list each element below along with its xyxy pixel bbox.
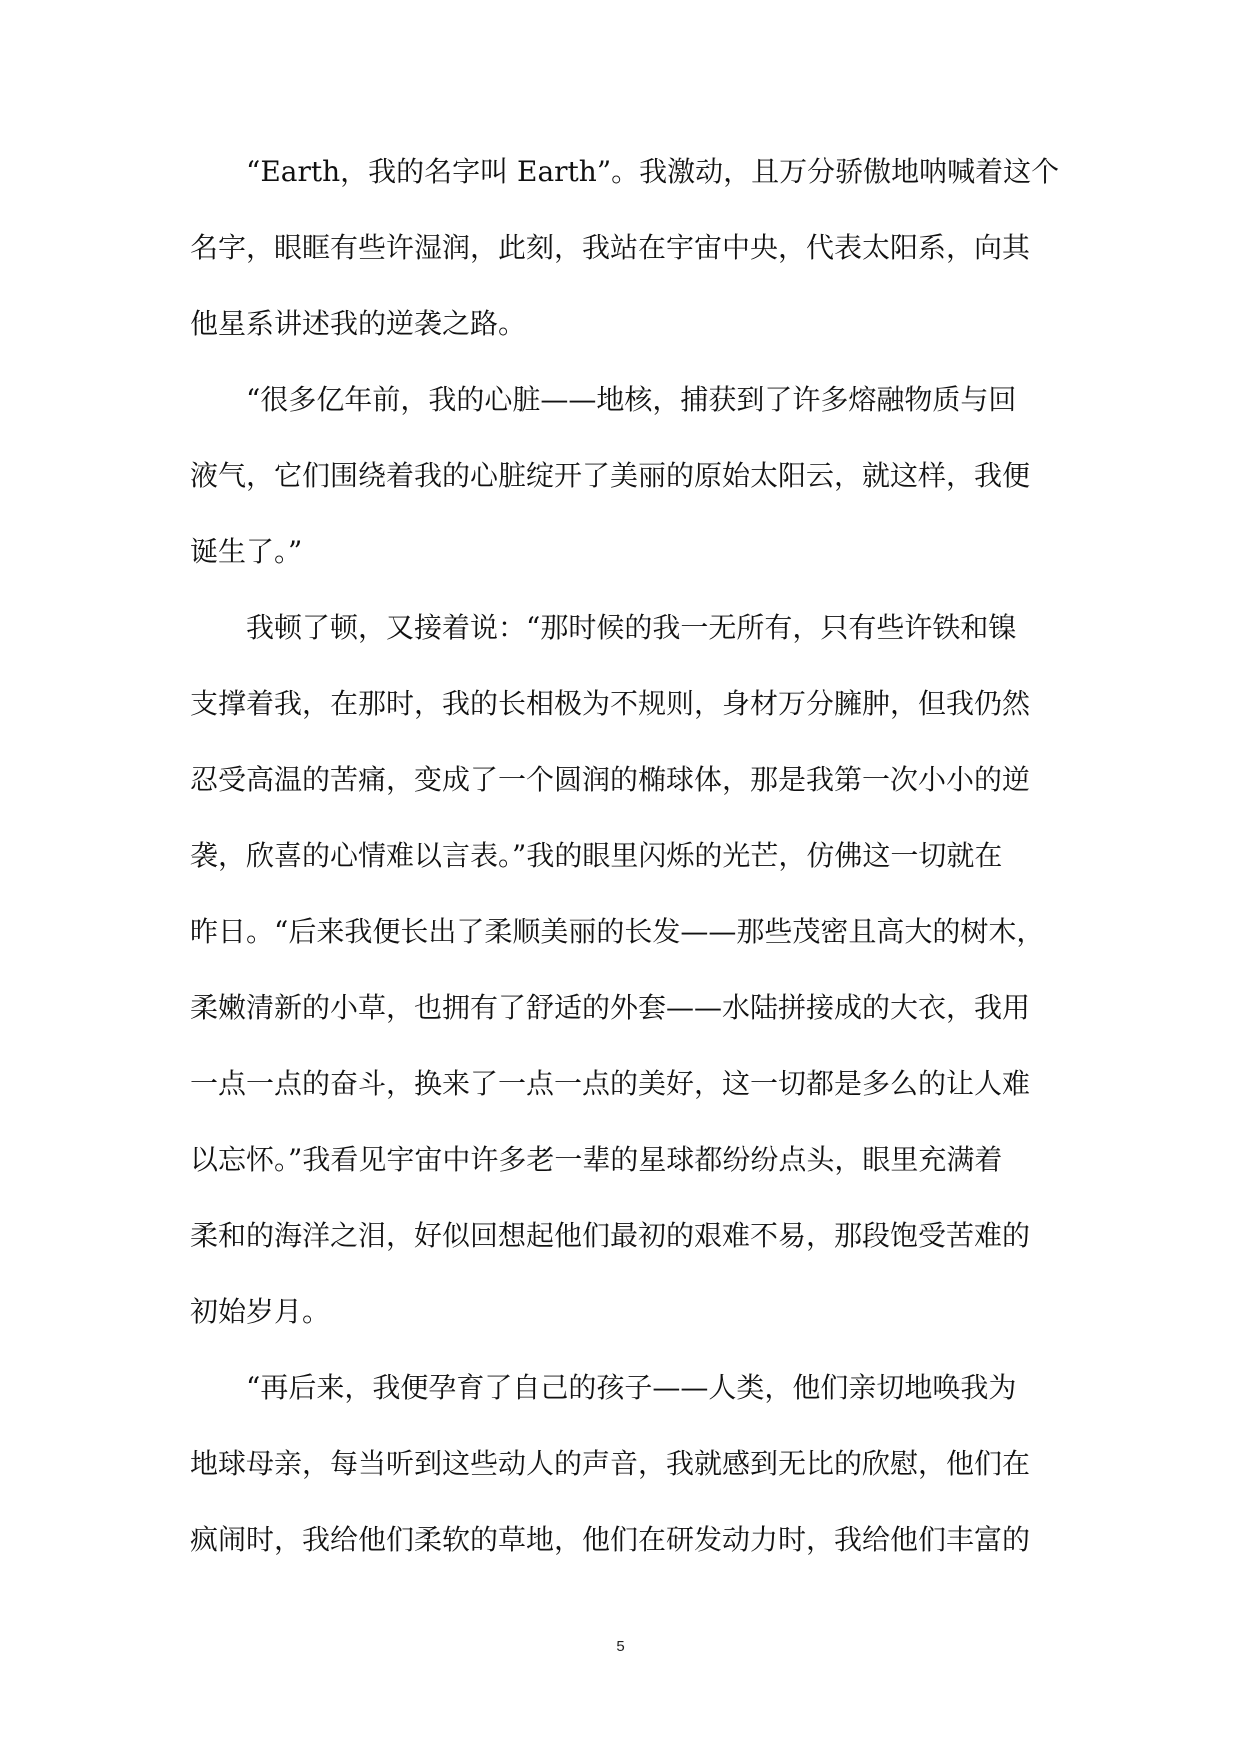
text-line: 柔和的海洋之泪，好似回想起他们最初的艰难不易，那段饱受苦难的 [190,1219,1031,1252]
body-text [190,142,1060,1586]
page-number: 5 [616,1638,625,1655]
text-line: 一点一点的奋斗，换来了一点一点的美好，这一切都是多么的让人难 [190,1067,1031,1100]
text-line: “再后来，我便孕育了自己的孩子——人类，他们亲切地唤我为 [246,1371,1017,1404]
text-line: 柔嫩清新的小草，也拥有了舒适的外套——水陆拼接成的大衣，我用 [190,991,1031,1024]
text-line: 诞生了。” [190,535,303,568]
text-line: 他星系讲述我的逆袭之路。 [190,307,527,340]
text-line: 昨日。“后来我便长出了柔顺美丽的长发——那些茂密且高大的树木， [190,915,1045,948]
text-line: 名字，眼眶有些许湿润，此刻，我站在宇宙中央，代表太阳系，向其 [190,231,1031,264]
text-line: 疯闹时，我给他们柔软的草地，他们在研发动力时，我给他们丰富的 [190,1523,1031,1556]
text-line: 液气，它们围绕着我的心脏绽开了美丽的原始太阳云，就这样，我便 [190,459,1031,492]
text-line: “Earth，我的名字叫 Earth”。我激动，且万分骄傲地呐喊着这个 [246,155,1060,188]
text-line: 支撑着我，在那时，我的长相极为不规则，身材万分臃肿，但我仍然 [190,687,1031,720]
text-line: 袭，欣喜的心情难以言表。”我的眼里闪烁的光芒，仿佛这一切就在 [190,839,1003,872]
text-line: 以忘怀。”我看见宇宙中许多老一辈的星球都纷纷点头，眼里充满着 [190,1143,1003,1176]
text-line: 忍受高温的苦痛，变成了一个圆润的椭球体，那是我第一次小小的逆 [190,763,1031,796]
text-line: “很多亿年前，我的心脏——地核，捕获到了许多熔融物质与回 [246,383,1017,416]
text-line: 地球母亲，每当听到这些动人的声音，我就感到无比的欣慰，他们在 [190,1447,1031,1480]
text-line: 我顿了顿，又接着说：“那时候的我一无所有，只有些许铁和镍 [246,611,1017,644]
text-line: 初始岁月。 [190,1295,331,1328]
